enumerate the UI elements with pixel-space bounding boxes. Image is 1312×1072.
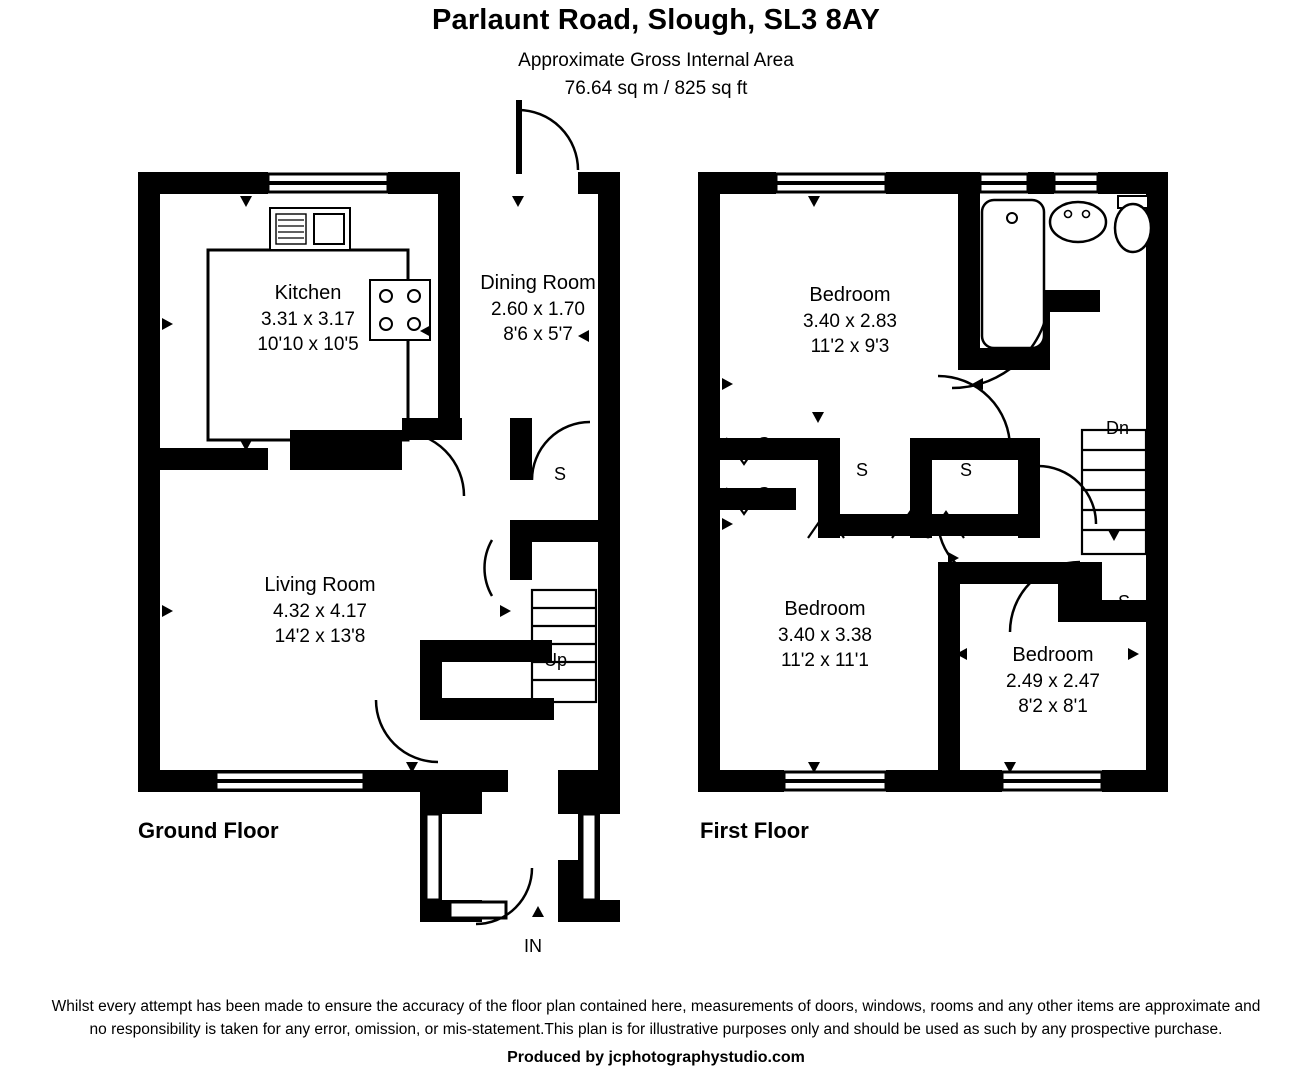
dimension-arrow xyxy=(500,605,511,617)
room-name: Bedroom xyxy=(784,598,866,620)
room-label-living-room xyxy=(180,572,460,649)
room-name: Kitchen xyxy=(274,282,342,304)
storage-label-3: S xyxy=(856,460,869,480)
dimension-arrow xyxy=(722,518,733,530)
storage-label-2: S xyxy=(758,484,771,504)
page-title: Parlaunt Road, Slough, SL3 8AY xyxy=(431,4,881,36)
ground-floor-plan xyxy=(120,100,650,980)
dimension-arrow xyxy=(240,196,252,207)
area-caption-line1: Approximate Gross Internal Area xyxy=(518,50,794,71)
room-metric: 2.49 x 2.47 xyxy=(1005,670,1101,692)
dimension-arrow xyxy=(808,762,820,773)
dimension-arrow xyxy=(162,605,173,617)
stairs-down-arrow xyxy=(1108,530,1120,541)
room-label-bedroom-3 xyxy=(958,642,1148,719)
ground-floor-drawing xyxy=(120,100,650,980)
room-metric: 4.32 x 4.17 xyxy=(272,600,368,622)
room-label-kitchen xyxy=(178,280,438,357)
room-metric: 2.60 x 1.70 xyxy=(490,298,586,320)
stairs-up-label: Up xyxy=(544,650,568,670)
room-imperial: 11'2 x 11'1 xyxy=(781,649,869,671)
producer-credit: Produced by jcphotographystudio.com xyxy=(507,1049,805,1066)
entrance-label: IN xyxy=(524,936,542,956)
room-imperial: 10'10 x 10'5 xyxy=(257,333,359,355)
stairs-down-label: Dn xyxy=(1106,418,1130,438)
area-caption-line2: 76.64 sq m / 825 sq ft xyxy=(564,78,748,99)
room-name: Dining Room xyxy=(480,272,596,294)
storage-label-1: S xyxy=(758,434,771,454)
dimension-arrow xyxy=(808,196,820,207)
room-metric: 3.31 x 3.17 xyxy=(260,308,356,330)
room-label-dining-room xyxy=(438,270,638,347)
room-name: Bedroom xyxy=(1012,644,1094,666)
dimension-arrow xyxy=(512,196,524,207)
storage-label-4: S xyxy=(960,460,973,480)
room-label-bedroom-2 xyxy=(710,596,940,673)
room-imperial: 14'2 x 13'8 xyxy=(274,625,366,647)
room-name: Living Room xyxy=(264,574,376,596)
room-imperial: 11'2 x 9'3 xyxy=(810,335,890,357)
room-label-bedroom-1 xyxy=(730,282,970,359)
storage-label-5: S xyxy=(1118,592,1131,612)
entrance-arrow xyxy=(532,906,544,917)
room-metric: 3.40 x 2.83 xyxy=(802,310,898,332)
dimension-arrow xyxy=(412,418,424,429)
storage-label: S xyxy=(554,464,567,484)
room-metric: 3.40 x 3.38 xyxy=(777,624,873,646)
dimension-arrow xyxy=(162,318,173,330)
dimension-arrow xyxy=(722,378,733,390)
room-imperial: 8'6 x 5'7 xyxy=(503,323,573,345)
dimension-arrow xyxy=(240,440,252,451)
disclaimer-line2: no responsibility is taken for any error, omission, or mis-statement.This plan is for illustrative purposes only and should be used as such by any prospective purchase. xyxy=(89,1021,1223,1038)
first-floor-plan xyxy=(690,100,1190,820)
dimension-arrow xyxy=(406,762,418,773)
room-imperial: 8'2 x 8'1 xyxy=(1018,695,1088,717)
room-name: Bedroom xyxy=(809,284,891,306)
dimension-arrow xyxy=(972,378,983,390)
ground-floor-label: Ground Floor xyxy=(138,818,279,843)
dimension-arrow xyxy=(948,552,959,564)
dimension-arrow xyxy=(1004,762,1016,773)
disclaimer-line1: Whilst every attempt has been made to ensure the accuracy of the floor plan contained here, measurements of doors, windows, rooms and any other items are approximate and xyxy=(51,998,1261,1015)
first-floor-label: First Floor xyxy=(700,818,809,843)
dimension-arrow xyxy=(812,412,824,423)
